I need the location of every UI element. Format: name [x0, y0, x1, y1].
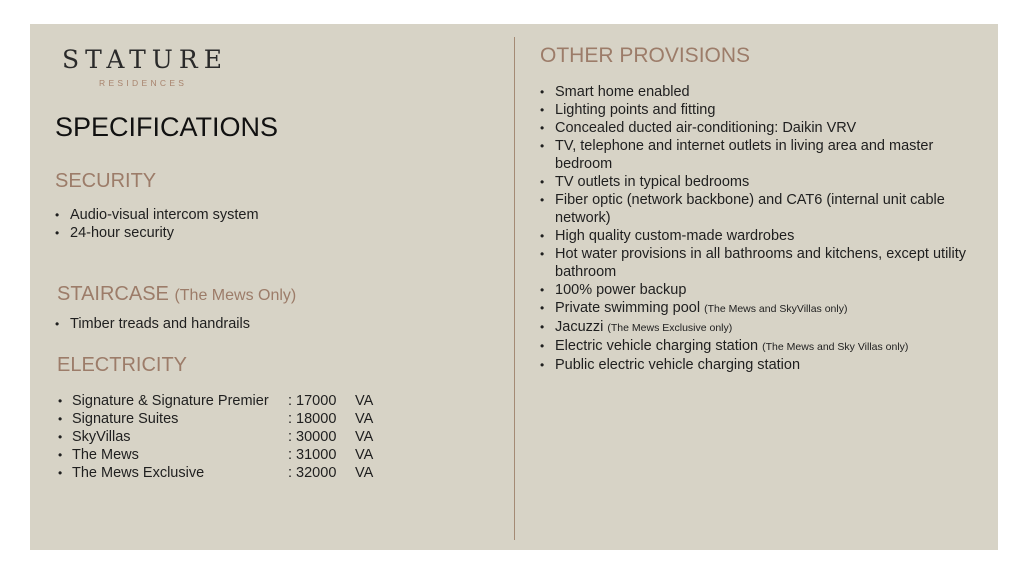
- bullet-icon: •: [58, 430, 63, 444]
- provision-item: [540, 245, 985, 281]
- provision-text: Private swimming pool: [555, 300, 701, 316]
- electricity-value: : 31000: [288, 447, 337, 463]
- provision-text: TV outlets in typical bedrooms: [555, 174, 750, 190]
- security-heading: SECURITY: [55, 170, 157, 192]
- provision-item: [540, 318, 985, 337]
- electricity-unit: VA: [355, 411, 374, 427]
- bullet-icon: •: [58, 412, 63, 426]
- brand-logo: [62, 45, 242, 88]
- brand-name: STATURE: [62, 45, 228, 74]
- provision-note: (The Mews Exclusive only): [607, 322, 733, 334]
- brand-subtitle: RESIDENCES: [99, 78, 188, 88]
- electricity-row: [58, 428, 373, 446]
- provision-text: Public electric vehicle charging station: [555, 357, 801, 373]
- electricity-row: [58, 446, 373, 464]
- provision-item: [540, 281, 985, 299]
- provision-text: TV, telephone and internet outlets in living area and master bedroom: [555, 138, 934, 172]
- provision-text: Electric vehicle charging station: [555, 338, 759, 354]
- provision-note: (The Mews and Sky Villas only): [762, 341, 909, 353]
- electricity-table: [58, 392, 373, 482]
- bullet-icon: •: [58, 466, 63, 480]
- provision-item: [540, 101, 985, 119]
- staircase-heading: [57, 283, 296, 306]
- electricity-type: SkyVillas: [72, 429, 131, 445]
- list-item: • Audio-visual intercom system: [55, 206, 475, 224]
- electricity-row: [58, 464, 373, 482]
- bullet-icon: •: [58, 394, 63, 408]
- provision-text: 100% power backup: [555, 282, 687, 298]
- provision-item: [540, 173, 985, 191]
- electricity-row: [58, 410, 373, 428]
- provision-text: Concealed ducted air-conditioning: Daikin VRV: [555, 120, 857, 136]
- provision-text: Fiber optic (network backbone) and CAT6 (internal unit cable network): [555, 192, 945, 226]
- electricity-row: [58, 392, 373, 410]
- provision-text: Smart home enabled: [555, 84, 690, 100]
- provision-item: [540, 119, 985, 137]
- electricity-type: Signature Suites: [72, 411, 179, 427]
- electricity-heading: ELECTRICITY: [57, 354, 188, 376]
- staircase-heading-label: STAIRCASE: [57, 283, 169, 305]
- electricity-type: Signature & Signature Premier: [72, 393, 269, 409]
- provision-item: [540, 83, 985, 101]
- list-item: • 24-hour security: [55, 224, 475, 242]
- electricity-value: : 30000: [288, 429, 337, 445]
- electricity-unit: VA: [355, 447, 374, 463]
- electricity-value: : 32000: [288, 465, 337, 481]
- other-provisions-list: [540, 83, 985, 374]
- electricity-type: The Mews: [72, 447, 139, 463]
- provision-text: Lighting points and fitting: [555, 102, 716, 118]
- column-divider: [514, 37, 515, 540]
- provision-text: Jacuzzi: [555, 319, 604, 335]
- provision-item: [540, 191, 985, 227]
- provision-text: Hot water provisions in all bathrooms and kitchens, except utility bathroom: [555, 246, 967, 280]
- staircase-heading-note: (The Mews Only): [174, 287, 297, 304]
- provision-item: [540, 356, 985, 374]
- electricity-unit: VA: [355, 393, 374, 409]
- provision-item: [540, 337, 985, 356]
- provision-item: [540, 227, 985, 245]
- provision-text: High quality custom-made wardrobes: [555, 228, 795, 244]
- electricity-value: : 17000: [288, 393, 337, 409]
- electricity-unit: VA: [355, 429, 374, 445]
- other-provisions-heading: OTHER PROVISIONS: [540, 44, 751, 67]
- provision-item: [540, 299, 985, 318]
- electricity-unit: VA: [355, 465, 374, 481]
- list-item: • Timber treads and handrails: [55, 315, 475, 333]
- electricity-value: : 18000: [288, 411, 337, 427]
- bullet-icon: •: [58, 448, 63, 462]
- provision-note: (The Mews and SkyVillas only): [704, 303, 848, 315]
- electricity-type: The Mews Exclusive: [72, 465, 205, 481]
- provision-item: [540, 137, 985, 173]
- security-list: [55, 206, 475, 242]
- page-title: SPECIFICATIONS: [55, 112, 279, 142]
- staircase-list: [55, 315, 475, 333]
